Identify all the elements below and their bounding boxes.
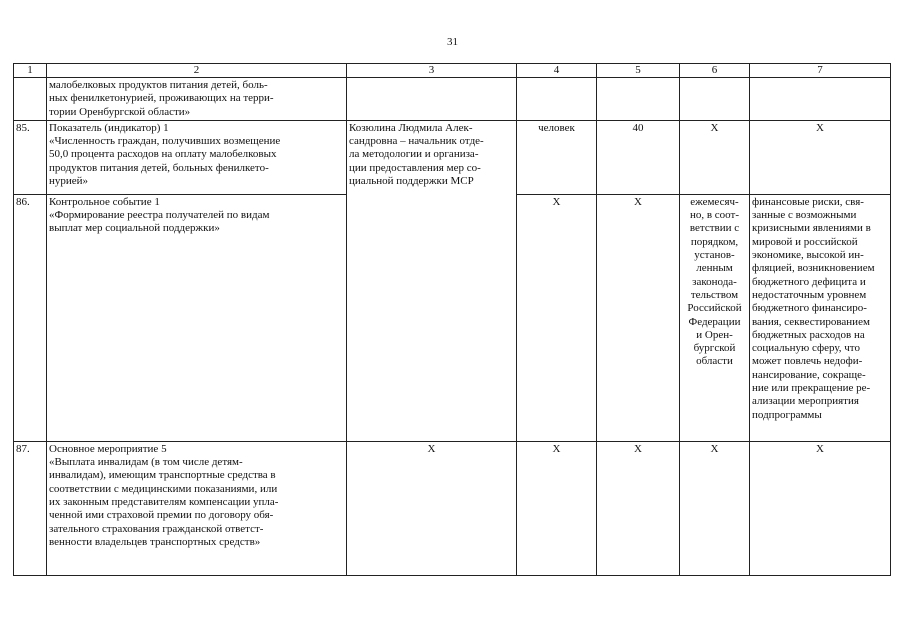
empty-cell: [680, 78, 750, 121]
page-number: 31: [447, 36, 458, 48]
unit-cell: X: [517, 441, 597, 575]
column-number: 2: [47, 64, 347, 78]
row-title: Основное мероприятие 5 «Выплата инвалидам (в том числе детям- инвалидам), имеющим транспортные средства в соответствии с медицинскими показаниями, или их законным представителям компенсации упла- ченной ими страховой премии по договору обя- зательного страхования гражданской ответст- венности владельцев транспортных средств»: [47, 441, 347, 575]
risks-cell: X: [750, 120, 891, 194]
value-cell: X: [597, 194, 680, 441]
empty-cell: [347, 78, 517, 121]
continuation-text: малобелковых продуктов питания детей, боль- ных фенилкетонурией, проживающих на терри- тории Оренбургской области»: [47, 78, 347, 121]
column-number: 3: [347, 64, 517, 78]
table-row: [14, 120, 891, 194]
value-cell: 40: [597, 120, 680, 194]
column-number: 6: [680, 64, 750, 78]
column-number: 7: [750, 64, 891, 78]
program-table: [13, 63, 891, 576]
continuation-row: [14, 78, 891, 121]
empty-cell: [517, 78, 597, 121]
empty-cell: [14, 78, 47, 121]
responsible-person: Козюлина Людмила Алек- сандровна – начальник отде- ла методологии и организа- ции предоставления мер со- циальной поддержки МСР: [347, 120, 517, 441]
empty-cell: [597, 78, 680, 121]
row-number: 85.: [14, 120, 47, 194]
column-number: 5: [597, 64, 680, 78]
risks-cell: финансовые риски, свя- занные с возможными кризисными явлениями в мировой и российской экономике, высокой ин- фляцией, возникновением бюджетного дефицита и недостаточным уровнем бюджетного финансиро- вания, секвестированием бюджетных расходов на социальную сферу, что может повлечь недофи- нансирование, сокраще- ние или прекращение ре- ализации мероприятия подпрограммы: [750, 194, 891, 441]
row-number: 86.: [14, 194, 47, 441]
column-number: 1: [14, 64, 47, 78]
period-cell: ежемесяч- но, в соот- ветствии с порядком, установ- ленным законода- тельством Российской Федерации и Орен- бургской области: [680, 194, 750, 441]
period-cell: X: [680, 120, 750, 194]
responsible-person: X: [347, 441, 517, 575]
row-number: 87.: [14, 441, 47, 575]
column-number-row: [14, 64, 891, 78]
value-cell: X: [597, 441, 680, 575]
unit-cell: X: [517, 194, 597, 441]
row-title: Контрольное событие 1 «Формирование реестра получателей по видам выплат мер социальной поддержки»: [47, 194, 347, 441]
period-cell: X: [680, 441, 750, 575]
risks-cell: X: [750, 441, 891, 575]
row-title: Показатель (индикатор) 1 «Численность граждан, получивших возмещение 50,0 процента расходов на оплату малобелковых продуктов питания детей, больных фенилкето- нурией»: [47, 120, 347, 194]
unit-cell: человек: [517, 120, 597, 194]
empty-cell: [750, 78, 891, 121]
column-number: 4: [517, 64, 597, 78]
table-row: [14, 441, 891, 575]
